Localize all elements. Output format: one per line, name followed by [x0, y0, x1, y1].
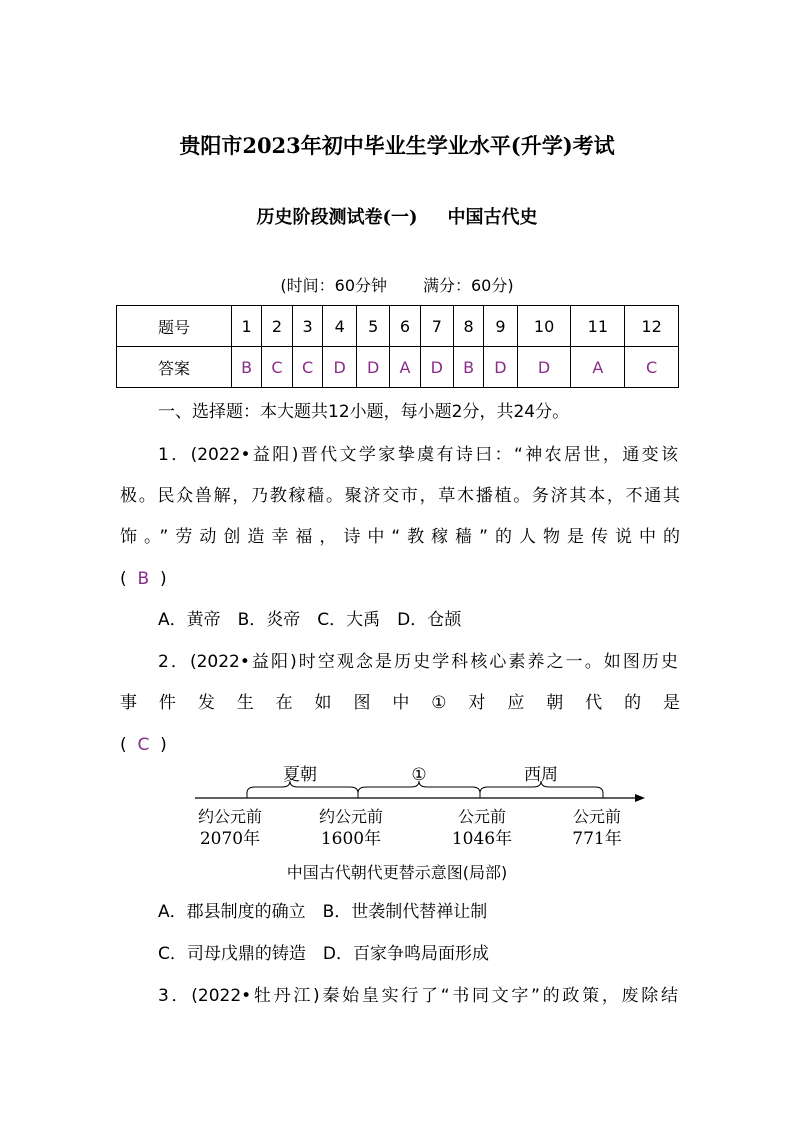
- number-cell: 8: [454, 306, 484, 347]
- q1-answer-paren: [120, 569, 680, 589]
- section-heading: 一、选择题：本大题共12小题，每小题2分，共24分。: [158, 402, 570, 422]
- tick-label-line2: 1046年: [451, 829, 513, 849]
- time-text: (时间：60分钟: [280, 276, 387, 295]
- q2-answer: C: [137, 735, 150, 755]
- number-cell: 4: [323, 306, 357, 347]
- subtitle-right: 中国古代史: [447, 207, 538, 228]
- q1-line1: 1．(2022•益阳)晋代文学家挚虞有诗曰：“神农居世，通变该: [158, 445, 678, 465]
- tick-label-line2: 1600年: [320, 829, 382, 849]
- answer-cell: C: [262, 347, 293, 388]
- answer-cell: B: [454, 347, 484, 388]
- number-cell: 7: [420, 306, 454, 347]
- paren-close: ): [159, 569, 167, 589]
- score-text: 满分：60分): [423, 276, 514, 295]
- time-info: [0, 273, 794, 296]
- diagram-caption: 中国古代朝代更替示意图(局部): [286, 863, 508, 882]
- number-cell: 3: [292, 306, 323, 347]
- label-western-zhou: 西周: [524, 765, 558, 785]
- number-cell: 5: [356, 306, 390, 347]
- q2-options-line1: A．郡县制度的确立 B．世袭制代替禅让制: [158, 902, 488, 922]
- label-circled-1: ①: [411, 765, 427, 785]
- paren-open: (: [120, 569, 127, 589]
- answer-cell: C: [292, 347, 323, 388]
- q2-line1: 2．(2022•益阳)时空观念是历史学科核心素养之一。如图历史: [158, 652, 678, 672]
- tick-label-line1: 公元前: [457, 807, 507, 826]
- number-cell: 9: [484, 306, 518, 347]
- tick-label-line2: 2070年: [199, 829, 261, 849]
- number-cell: 2: [262, 306, 293, 347]
- number-cell: 10: [517, 306, 571, 347]
- q1-options: A．黄帝 B．炎帝 C．大禹 D．仓颉: [158, 610, 462, 630]
- q1-line3: 饰。”劳动创造幸福，诗中“教稼穑”的人物是传说中的: [120, 527, 680, 547]
- number-cell: 6: [390, 306, 420, 347]
- subtitle-left: 历史阶段测试卷(一): [256, 207, 418, 228]
- tick-label-line2: 771年: [572, 829, 622, 849]
- tick-label-line1: 约公元前: [197, 807, 263, 826]
- answer-table: [116, 305, 679, 388]
- number-row-label: 题号: [117, 306, 232, 347]
- timeline-arrow: [635, 794, 645, 802]
- answer-cell: D: [420, 347, 454, 388]
- label-xia: 夏朝: [283, 765, 317, 785]
- q2-line2: 事件发生在如图中①对应朝代的是: [120, 693, 680, 713]
- answer-cell: B: [232, 347, 262, 388]
- answer-table-number-row: [117, 306, 679, 347]
- q1-answer: B: [137, 569, 150, 589]
- paren-close: ): [160, 735, 167, 755]
- page-subtitle: [0, 203, 794, 229]
- q3-line1: 3．(2022•牡丹江)秦始皇实行了“书同文字”的政策，废除结: [158, 986, 678, 1006]
- answer-cell: D: [484, 347, 518, 388]
- number-cell: 11: [571, 306, 625, 347]
- q2-answer-paren: [120, 735, 680, 755]
- q2-options-line2: C．司母戊鼎的铸造 D．百家争鸣局面形成: [158, 944, 489, 964]
- tick-label-line1: 约公元前: [318, 807, 384, 826]
- page-title: 贵阳市2023年初中毕业生学业水平(升学)考试: [179, 133, 615, 158]
- answer-cell: A: [571, 347, 625, 388]
- answer-cell: C: [625, 347, 679, 388]
- answer-cell: D: [356, 347, 390, 388]
- tick-label-line1: 公元前: [572, 807, 622, 826]
- answer-cell: D: [517, 347, 571, 388]
- answer-table-answer-row: [117, 347, 679, 388]
- q1-line2: 极。民众兽解，乃教稼穑。聚济交市，草木播植。务济其本，不通其: [120, 486, 680, 506]
- answer-cell: A: [390, 347, 420, 388]
- paren-open: (: [120, 735, 127, 755]
- number-cell: 1: [232, 306, 262, 347]
- answer-cell: D: [323, 347, 357, 388]
- answer-row-label: 答案: [117, 347, 232, 388]
- number-cell: 12: [625, 306, 679, 347]
